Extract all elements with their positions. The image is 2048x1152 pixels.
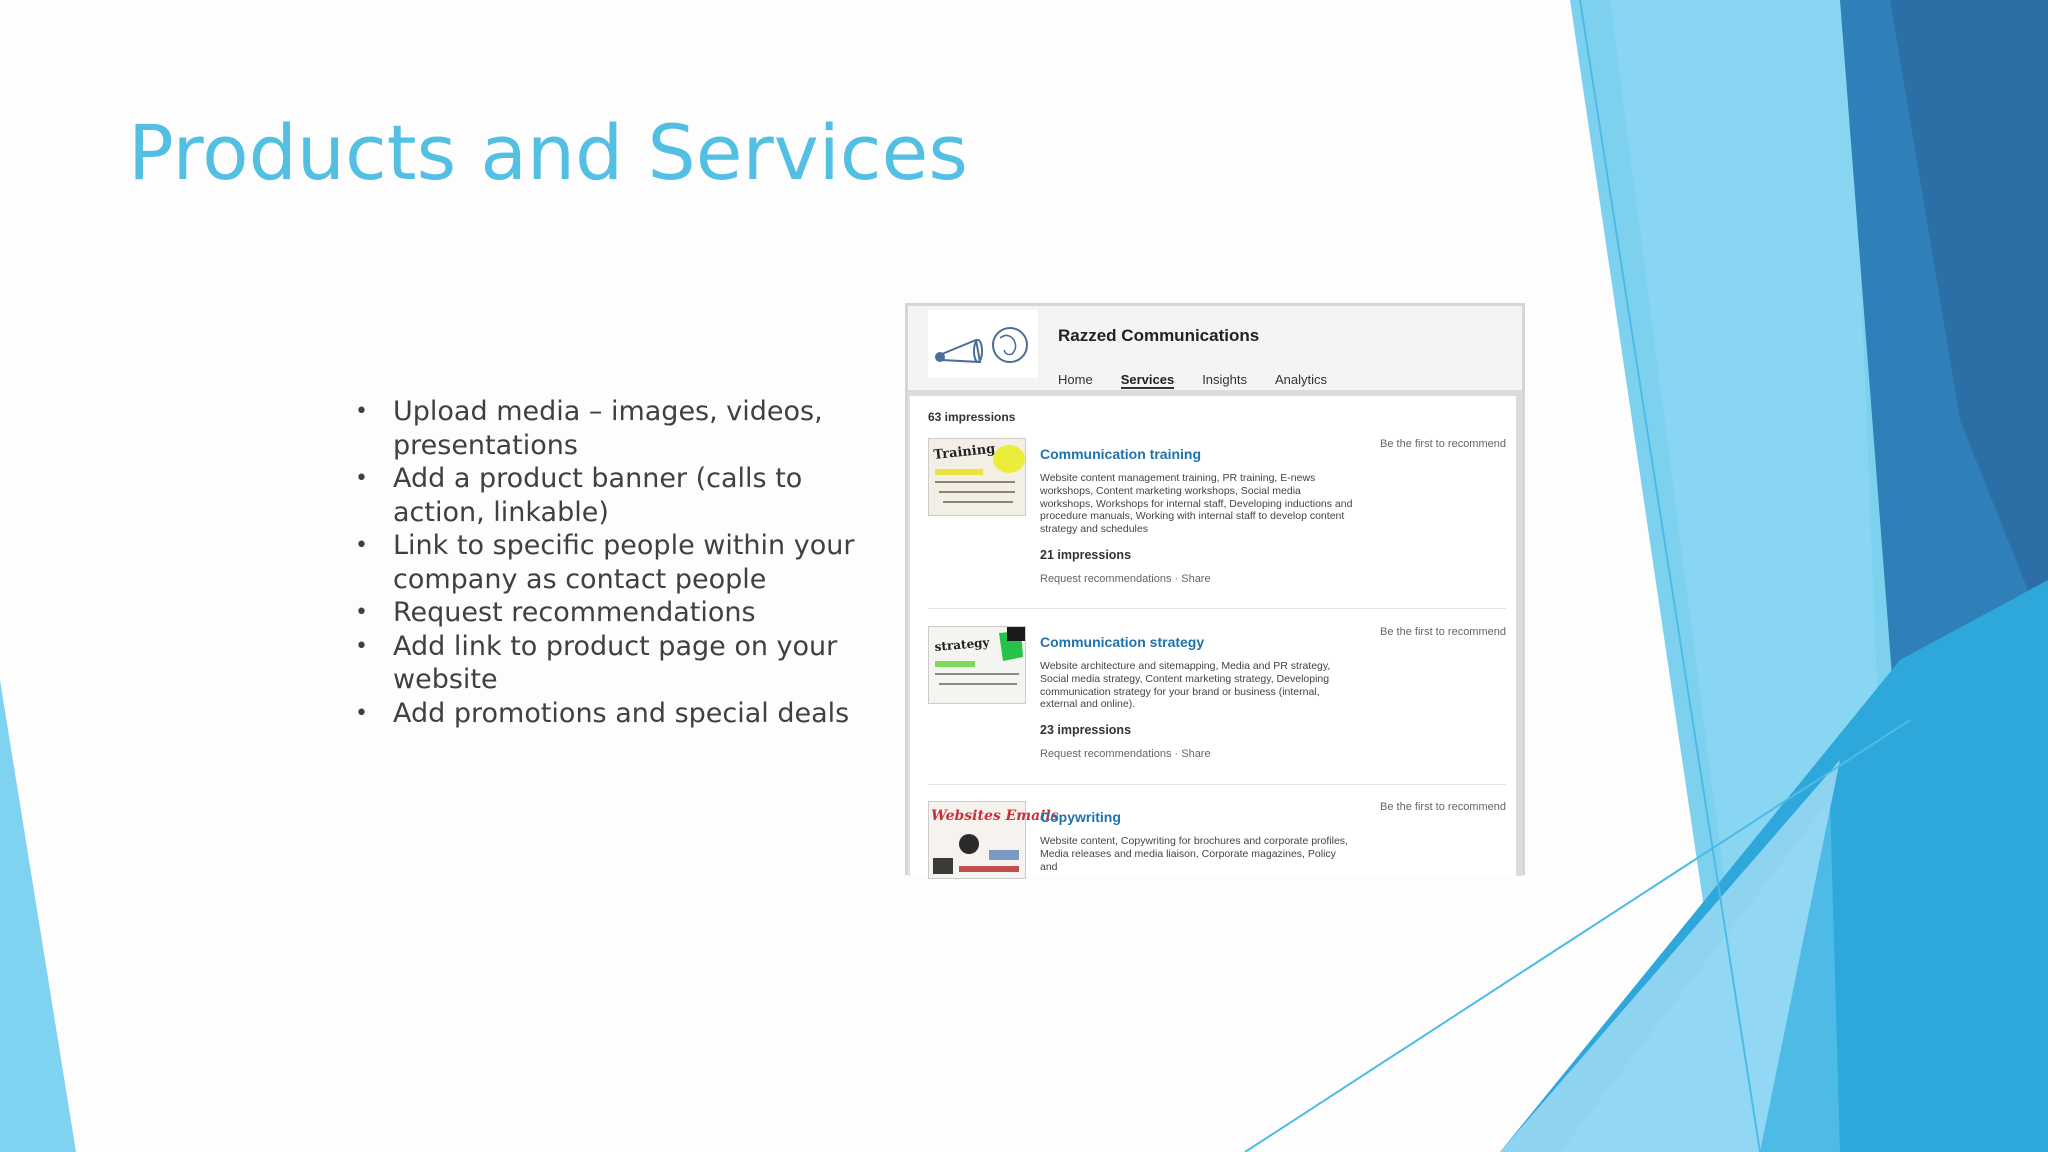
services-list <box>908 396 1522 876</box>
recommend-link[interactable]: Be the first to recommend <box>1380 801 1506 813</box>
bullet-marker: • <box>355 533 368 558</box>
company-header <box>908 306 1522 396</box>
bullet-item <box>355 630 855 697</box>
service-name-link[interactable]: Copywriting <box>1040 809 1121 825</box>
linkedin-services-screenshot <box>905 303 1525 875</box>
tab-services[interactable]: Services <box>1120 372 1175 387</box>
bullet-marker: • <box>355 399 368 424</box>
company-logo <box>928 310 1038 378</box>
company-name: Razzed Communications <box>1058 326 1260 345</box>
bullet-item <box>355 596 855 630</box>
service-description: Website content, Copywriting for brochures and corporate profiles, Media releases and media liaison, Corporate magazines, Policy and <box>1040 835 1348 873</box>
service-name-link[interactable]: Communication strategy <box>1040 634 1205 650</box>
slide-title: Products and Services <box>128 108 968 197</box>
service-impressions: 23 impressions <box>1040 723 1132 737</box>
thumb-label: Websites Emails <box>931 808 1059 824</box>
thumb-label: strategy <box>934 635 990 654</box>
bullet-marker: • <box>355 466 368 491</box>
bullet-text: Request recommendations <box>393 597 756 628</box>
recommend-link[interactable]: Be the first to recommend <box>1380 438 1506 450</box>
bullet-text: Upload media – images, videos, presentations <box>393 396 823 461</box>
recommend-link[interactable]: Be the first to recommend <box>1380 626 1506 638</box>
megaphone-globe-icon <box>928 310 1038 378</box>
bullet-list <box>355 395 855 730</box>
bullet-text: Add link to product page on your website <box>393 630 838 695</box>
service-description: Website content management training, PR training, E-news workshops, Content marketing workshops, Social media workshops, Workshops for internal staff, Developing inductions and procedure manuals, Working with internal staff to develop content strategy and schedules <box>1040 472 1353 536</box>
bullet-item <box>355 395 855 462</box>
bullet-item <box>355 529 855 596</box>
service-actions[interactable]: Request recommendations · Share <box>1040 573 1211 585</box>
service-description: Website architecture and sitemapping, Media and PR strategy, Social media strategy, Content marketing strategy, Developing communication strategy for your brand or business (internal, external and online). <box>1040 660 1331 711</box>
bullet-marker: • <box>355 633 368 659</box>
left-corner-panel <box>0 680 76 1152</box>
bullet-marker: • <box>355 600 368 625</box>
tab-insights[interactable]: Insights <box>1202 372 1247 387</box>
service-item <box>928 438 1506 608</box>
bullet-marker: • <box>355 700 368 726</box>
service-thumbnail <box>928 438 1026 516</box>
service-thumbnail <box>928 801 1059 879</box>
bullet-text: Add promotions and special deals <box>393 697 850 729</box>
bullet-item <box>355 697 855 731</box>
bullet-item <box>355 462 855 529</box>
tab-home[interactable]: Home <box>1058 372 1093 387</box>
bullet-text: Link to specific people within your company as contact people <box>393 530 855 595</box>
service-item <box>928 626 1506 796</box>
service-actions[interactable]: Request recommendations · Share <box>1040 748 1211 760</box>
bullet-text: Add a product banner (calls to action, linkable) <box>393 463 803 528</box>
service-item <box>928 801 1506 881</box>
service-name-link[interactable]: Communication training <box>1040 446 1201 462</box>
total-impressions: 63 impressions <box>928 410 1016 424</box>
service-impressions: 21 impressions <box>1040 548 1132 562</box>
company-nav <box>1058 372 1327 389</box>
service-thumbnail <box>928 626 1026 704</box>
divider <box>928 784 1506 785</box>
thumb-label: Training <box>932 441 996 463</box>
tab-analytics[interactable]: Analytics <box>1275 372 1328 387</box>
divider <box>928 608 1506 609</box>
